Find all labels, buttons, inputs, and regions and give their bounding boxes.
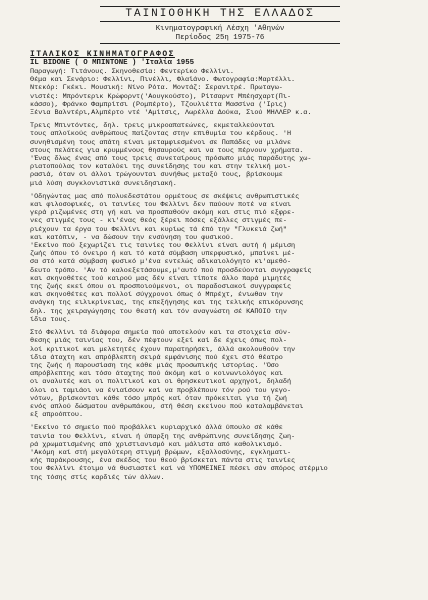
- text-line: τους απλοϊκούς ανθρώπους παίζοντας στην επιθυμία του κέρδους. 'Η: [30, 130, 292, 139]
- analysis-paragraph: [30, 193, 418, 324]
- text-line: δηλ. της χειραγώγησης του θεατή και τόν αναγνώστη σέ ΚΑΠΟΙΟ την: [30, 307, 287, 316]
- text-line: και σκηνοθέτες και πολλοί σύγχρονοι όπως ό Μπρέχτ, ένιωθαν την: [30, 291, 283, 300]
- section-title: ΙΤΑΛΙΚΟΣ ΚΙΝΗΜΑΤΟΓΡΑΦΟΣ: [30, 50, 175, 59]
- text-line: γερά ριζωμένες στη γή και να προσπαθούν ακόμη και στις πιό εξφρε-: [30, 209, 296, 218]
- text-line: 'Ακόμη καί στή μεγαλύτερη στιγμή βρώμων, εξαλλοσύνης, εγκληματι-: [30, 448, 292, 457]
- text-line: νότων, βρίσκονται κάθε τόσο μπρός καί όταν πρόκειται για τή ζωή: [30, 394, 287, 403]
- text-line: ρασιά, όταν οι άλλοι τρώγουνται συνήθως μεταξύ τους, βρίσκουμε: [30, 171, 283, 180]
- text-line: και κατόπιν, - να δώσουν την ενσύνηση του φυσικού.: [30, 233, 234, 242]
- credits-line: Θέμα και Σενάριο: Φελλίνι, Πινέλλι, Φλαϊάνο. Φωτογραφία:Μαρτέλλι.: [30, 76, 296, 85]
- text-line: νες στιγμές τους - κι'ένας θεός ξέρει πόσες εξάλλες στιγμές πε-: [30, 217, 287, 226]
- text-line: ίδια τους.: [30, 315, 71, 324]
- text-line: της ζωής ή παρουσίαση της κάθε μιάς προσωπικής ιστορίας. 'Όσο: [30, 361, 279, 370]
- institution-banner: ΤΑΙΝΙΟΘΗΚΗ ΤΗΣ ΕΛΛΑΔΟΣ: [100, 6, 340, 22]
- text-line: και φιλοσοφικές, οι ταινίες του Φελλίνι δεν παύουν ποτέ να είναι: [30, 201, 292, 210]
- text-line: λοί κριτικοί και μελετητές έχουν παρατηρήσει, άλλά ακολουθούν την: [30, 345, 296, 354]
- text-line: ενός απλού δώσματου ανθρωπάκου, στή θέση εκείνου πού καταλαμβάνεται: [30, 402, 304, 411]
- text-line: σα στό κατά σύμβαση φυσικό μ'ένα εντελώς αδικαιολόγητο κι'αμεθό-: [30, 258, 292, 267]
- text-line: κής παράκρουσης, ένα σκέδος του θεού βρίσκεται πάντα στις ταινίες: [30, 457, 296, 466]
- text-line: θεσης μιάς ταινίας του, δέν πέφτουν εξεί καί δε έχεις όπως πολ-: [30, 337, 287, 346]
- credits-line: κάσσο), Φράνκο Φαμπρίτσι (Ρομπέρτο), Τζουλιέττα Μασσίνα ('Ιρις): [30, 100, 287, 109]
- text-line: Στό Φελλίνι τά διάφορα σημεία πού αποτελούν και τα στοιχεία σύν-: [30, 329, 292, 338]
- text-line: ίδια άταχτη και απρόβλεπτη σειρά εμφάνισης πού έχει στό θέατρο: [30, 353, 283, 362]
- text-line: 'Ένας δλως ένας από τους τρεις συνεταίρους πρόσωπο μιάς παράδυτης χω-: [30, 155, 312, 164]
- text-line: ζωής όπου τό όνειρο ή και τό κατά σύμβαση υπερφυσικό, μπαίνει μέ-: [30, 250, 296, 259]
- text-line: Τρεις Μπιντόντες, δηλ. τρεις μικροαπατεώνες, εκμεταλλεύονται: [30, 122, 275, 131]
- conscience-paragraph: [30, 424, 418, 481]
- synopsis-paragraph: [30, 122, 418, 188]
- text-line: μιά λύση συγκλονιστικά συνειδησιακή.: [30, 179, 177, 188]
- season-period: Περίοδος 25η 1975-76: [175, 34, 265, 42]
- credits-line: Ξένια Βαλντέρι,Αλμπέρτο ντέ 'Αμίτσις, Λωρέλλα Δούκα, Σιού ΜΗΛΛΕΡ κ.α.: [30, 109, 312, 118]
- text-line: του Φελλίνι έτοιμο νά θυσιαστεί καί νά ΥΠΟΜΕΙΝΕΙ πέσει σάν σπόρος ατέρμιο: [30, 465, 328, 474]
- text-line: εξ απροόπτου.: [30, 411, 84, 420]
- text-line: και σκηνοθέτες τού καιρού μας δέν είναι τίποτε άλλο παρά μιμητές: [30, 274, 292, 283]
- composition-paragraph: [30, 329, 418, 419]
- text-line: ριατοπούλας τον καταλύει της συνείδησης του και στην τελική μοι-: [30, 163, 292, 172]
- text-line: δευτο τρόπο. 'Αν τό καλοεξετάσουμε,μ'αυτό πού προσδεύονται συγγραφείς: [30, 266, 312, 275]
- text-line: οι αναλυτές και οι πολιτικοί και οι θρησκευτικοί αρχηγοί, δηλαδή: [30, 378, 292, 387]
- text-line: της ζωής εκεί όπου οι προσποιούμενοι, οι παραδοσιακοί συγγραφείς: [30, 283, 292, 292]
- credits-block: [30, 68, 418, 117]
- credits-line: Ντεκόρ: Γκέκι. Μουσική: Νίνο Ρότα. Μοντάζ: Σερανιτρέ. Πρωταγω-: [30, 84, 283, 93]
- film-title: ΙL BIDONE ( Ο ΜΠΙΝΤΟΝΕ ) 'Ιταλία 1955: [30, 59, 195, 67]
- text-line: ρά χρωματισμένης από χριστιανισμό και μάλιστα από καθολικισμό.: [30, 440, 283, 449]
- text-line: 'Οδηγώντας μας από πολυεδεστάτου ορμέτους σε σκέψεις ανθρωπιστικές: [30, 192, 300, 201]
- club-subtitle: Κινηματογραφική Λέσχη 'Αθηνών: [155, 25, 285, 33]
- text-line: ριέχουν τα έργα του Φελλίνι και κυρίως τά έπό την "Γλυκειά ζωή": [30, 225, 287, 234]
- text-line: της τόσης στίς καρδιές τών άλλων.: [30, 473, 165, 482]
- credits-line: νιστές: Μπρόντερικ Κρώφορντ('Αουγκούστο), Ρίτσαρντ Μπέησχαρτ(Πι-: [30, 92, 292, 101]
- text-line: συνηθισμένη τους απάτη είναι μεταμφιεσμένοι σε Παπάδες να μιλάνε: [30, 138, 292, 147]
- text-line: 'Εκείνο τό σημείο πού προβάλλει κυριαρχικό άλλά ύπουλο σέ κάθε: [30, 424, 283, 433]
- document-header: [100, 6, 340, 44]
- credits-line: Παραγωγή: Τιτάνους. Σκηνοθεσία: Φεντερίκο Φελλίνι.: [30, 68, 234, 76]
- text-line: στους πελάτες για κρυμμένους θησαυρούς και να τους πέρνουν χρήματα.: [30, 146, 304, 155]
- text-line: 'Εκείνο πού ξεχωρίζει τις ταινίες του Φελλίνι είναι αυτή ή μέμιση: [30, 242, 296, 251]
- text-line: απρόβλεπτης και τόσο άταχτης πού άκόμη καί ο κοινωνιολόγος και: [30, 370, 283, 379]
- text-line: ανάγκη της ειλικρίνειας, της επεξήγησης και της τελικής επικόρυνσης: [30, 299, 304, 308]
- text-line: ταινία του Φελλίνι, είναι ή ύπαρξη της ανθρώπινης συνείδησης ζωη-: [30, 432, 296, 441]
- text-line: όλοι οι ταμιάοι να ένιαίσουν καί να προβλέπουν τόν ρού του γεγο-: [30, 386, 292, 395]
